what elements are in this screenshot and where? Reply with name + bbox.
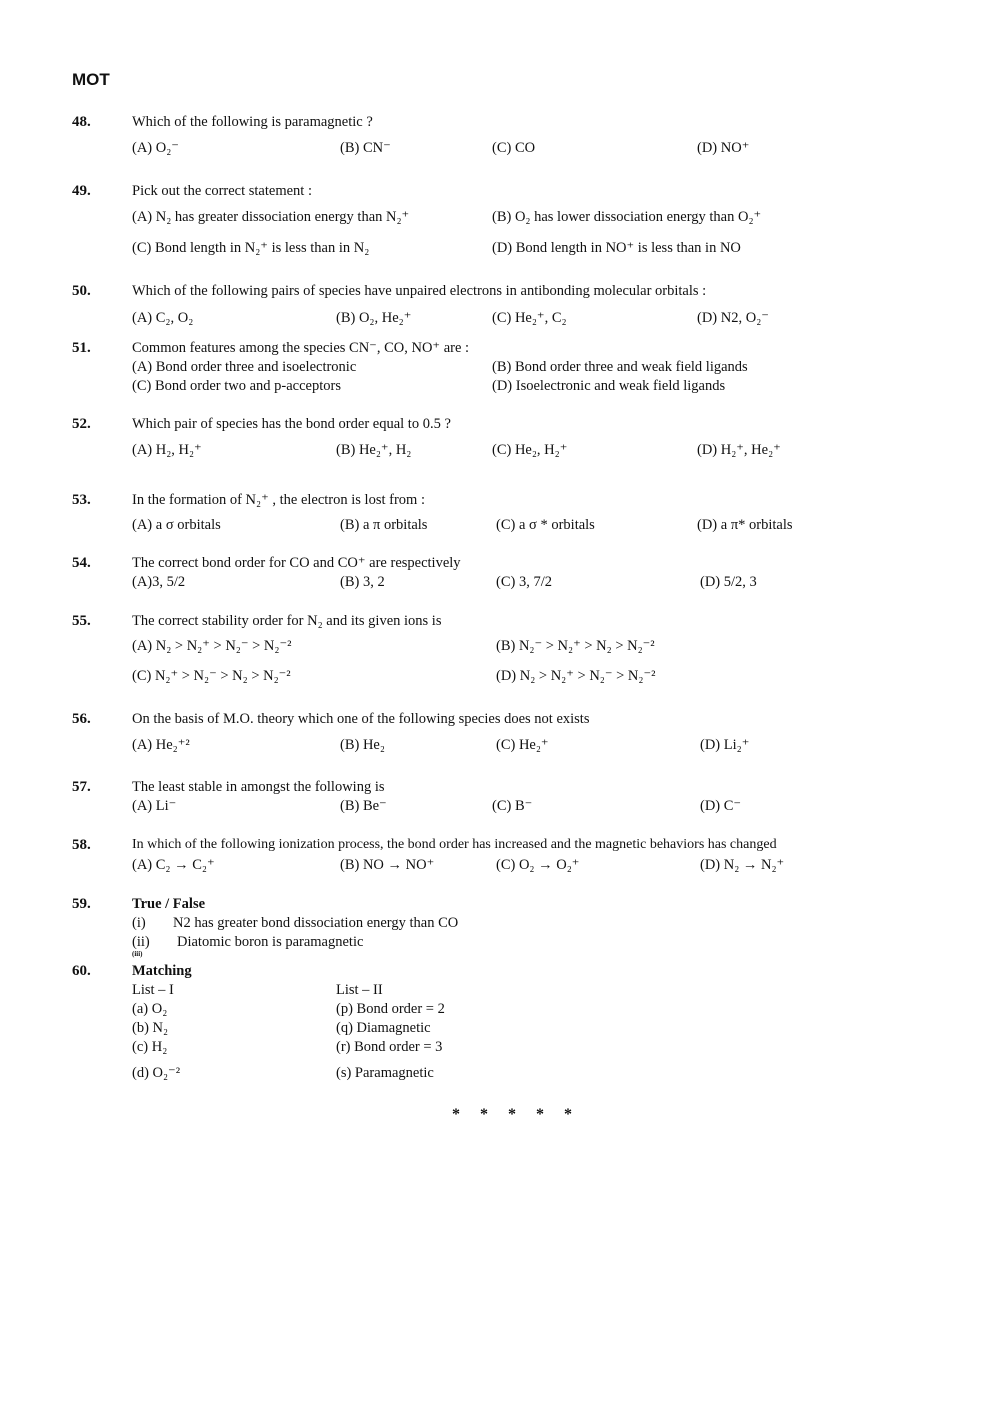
question-stem: Which pair of species has the bond order equal to 0.5 ? [132,416,451,432]
option-a: (A) C₂ → C₂⁺ [132,857,215,873]
options-row [0,517,992,537]
question-stem: The correct bond order for CO and CO⁺ are respectively [132,555,461,571]
question-number: 53. [72,492,91,508]
option-b: (B) CN⁻ [340,140,391,156]
list1-item: (c) H₂ [132,1039,168,1055]
question-title: Matching [132,963,192,979]
option-a: (A) N₂ has greater dissociation energy than N₂⁺ [132,209,410,225]
question-number: 50. [72,283,91,299]
options-row [0,359,992,379]
option-c: (C) O₂ → O₂⁺ [496,857,580,873]
option-c: (C) CO [492,140,536,156]
tf-item-label: (ii) [132,934,150,950]
list1-item: (b) N₂ [132,1020,169,1036]
option-b: (B) N₂⁻ > N₂⁺ > N₂ > N₂⁻² [496,638,655,654]
option-d: (D) N2, O₂⁻ [697,310,769,326]
options-row [0,638,992,658]
options-row [0,798,992,818]
list2-item: (r) Bond order = 3 [336,1039,443,1055]
question-stem: Common features among the species CN⁻, CO, NO⁺ are : [132,340,470,356]
options-row [0,378,992,398]
option-b: (B) 3, 2 [340,574,385,590]
option-a: (A)3, 5/2 [132,574,186,590]
options-row [0,574,992,594]
option-c: (C) N₂⁺ > N₂⁻ > N₂ > N₂⁻² [132,668,291,684]
list2-item: (q) Diamagnetic [336,1020,431,1036]
option-d: (D) Isoelectronic and weak field ligands [492,378,726,394]
options-row [0,737,992,757]
question-number: 48. [72,114,91,130]
match-row [0,1039,992,1059]
option-d: (D) Bond length in NO⁺ is less than in NO [492,240,741,256]
option-a: (A) O₂⁻ [132,140,179,156]
question-stem: In which of the following ionization process, the bond order has increased and the magnetic behaviors has changed [132,837,777,852]
question-number: 59. [72,896,91,912]
option-a: (A) a σ orbitals [132,517,221,533]
tf-item-text: N2 has greater bond dissociation energy than CO [173,915,459,931]
question-number: 55. [72,613,91,629]
options-row [0,209,992,229]
list1-item: (a) O₂ [132,1001,168,1017]
option-a: (A) He₂⁺² [132,737,190,753]
match-row [0,1065,992,1085]
option-b: (B) O₂ has lower dissociation energy than O₂⁺ [492,209,762,225]
option-b: (B) Bond order three and weak field ligands [492,359,748,375]
options-row [0,857,992,877]
question-stem: On the basis of M.O. theory which one of the following species does not exists [132,711,590,727]
option-d: (D) H₂⁺, He₂⁺ [697,442,781,458]
option-c: (C) Bond length in N₂⁺ is less than in N₂ [132,240,370,256]
match-row [0,1020,992,1040]
tf-item-text: Diatomic boron is paramagnetic [177,934,364,950]
option-b: (B) Be⁻ [340,798,387,814]
option-c: (C) He₂⁺ [496,737,549,753]
list1-item: (d) O₂⁻² [132,1065,181,1081]
option-d: (D) N₂ → N₂⁺ [700,857,785,873]
match-row [0,1001,992,1021]
question-number: 52. [72,416,91,432]
question-number: 56. [72,711,91,727]
option-a: (A) Li⁻ [132,798,177,814]
option-c: (C) He₂⁺, C₂ [492,310,567,326]
section-title: MOT [72,70,110,89]
options-row [0,140,992,160]
option-c: (C) He₂, H₂⁺ [492,442,568,458]
end-marker: * * * * * [452,1106,580,1123]
option-d: (D) N₂ > N₂⁺ > N₂⁻ > N₂⁻² [496,668,656,684]
list2-header: List – II [336,982,383,998]
match-header-row [0,982,992,1002]
question-stem: Which of the following pairs of species have unpaired electrons in antibonding molecular orbitals : [132,283,707,299]
option-d: (D) Li₂⁺ [700,737,750,753]
option-d: (D) C⁻ [700,798,742,814]
tf-item [0,915,992,935]
tf-item-label: (iii) [132,950,143,958]
options-row [0,668,992,688]
option-c: (C) Bond order two and p-acceptors [132,378,341,394]
options-row [0,310,992,330]
option-a: (A) C₂, O₂ [132,310,194,326]
question-stem: The correct stability order for N₂ and its given ions is [132,613,442,629]
question-title: True / False [132,896,206,912]
question-number: 49. [72,183,91,199]
option-b: (B) O₂, He₂⁺ [336,310,412,326]
option-d: (D) 5/2, 3 [700,574,757,590]
list2-item: (s) Paramagnetic [336,1065,434,1081]
question-number: 57. [72,779,91,795]
option-b: (B) He₂ [340,737,385,753]
list1-header: List – I [132,982,174,998]
option-c: (C) 3, 7/2 [496,574,552,590]
question-stem: The least stable in amongst the following is [132,779,385,795]
option-c: (C) a σ * orbitals [496,517,595,533]
options-row [0,240,992,260]
question-number: 54. [72,555,91,571]
tf-item-label: (i) [132,915,146,931]
question-stem: Pick out the correct statement : [132,183,312,199]
question-number: 58. [72,837,91,853]
option-a: (A) H₂, H₂⁺ [132,442,202,458]
option-c: (C) B⁻ [492,798,533,814]
option-b: (B) NO → NO⁺ [340,857,435,873]
option-d: (D) NO⁺ [697,140,750,156]
question-number: 60. [72,963,91,979]
option-d: (D) a π* orbitals [697,517,793,533]
question-number: 51. [72,340,91,356]
list2-item: (p) Bond order = 2 [336,1001,445,1017]
question-stem: In the formation of N₂⁺ , the electron is lost from : [132,492,425,508]
option-a: (A) Bond order three and isoelectronic [132,359,357,375]
option-a: (A) N₂ > N₂⁺ > N₂⁻ > N₂⁻² [132,638,292,654]
option-b: (B) He₂⁺, H₂ [336,442,412,458]
question-stem: Which of the following is paramagnetic ? [132,114,373,130]
options-row [0,442,992,462]
option-b: (B) a π orbitals [340,517,428,533]
